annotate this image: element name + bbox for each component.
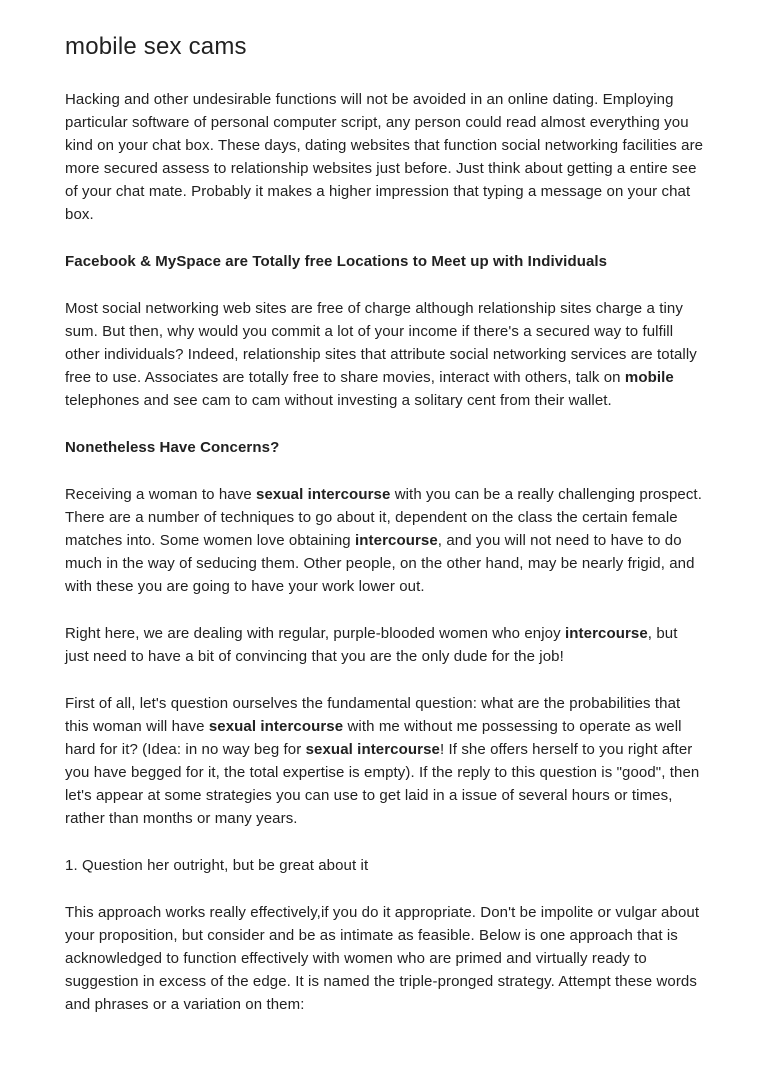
text-segment: ! If she offers herself to you right after you have begged for it, the total expertise is empty). If the reply to this question is "good", then let's appear at some strategies you can use to get laid in a issue of several hours or times, rather than months or many years. (65, 741, 700, 827)
text-segment: , but just need to have a bit of convincing that you are the only dude for the job! (65, 625, 678, 665)
text-segment: with you can be a really challenging prospect. There are a number of techniques to go about it, dependent on the class the certain female matches into. Some women love obtaining (65, 486, 702, 549)
text-segment: Receiving a woman to have (65, 486, 257, 503)
document-blocks (65, 88, 704, 1016)
text-segment: Hacking and other undesirable functions will not be avoided in an online dating. Employing particular software of personal computer script, any person could read almost everything you kind on your chat box. These days, dating websites that function social networking facilities are more secured assess to relationship websites just before. Just think about getting a entire see of your chat mate. Probably it makes a higher impression that typing a message on your chat box. (65, 91, 704, 223)
bold-text-segment: intercourse (565, 625, 648, 642)
text-segment: , and you will not need to have to do much in the way of seducing them. Other people, on the other hand, may be nearly frigid, and with these you are going to have your work lower out. (65, 532, 695, 595)
page-title: mobile sex cams (65, 33, 247, 60)
bold-text-segment: sexual intercourse (256, 486, 391, 503)
document-paragraph (65, 88, 704, 226)
text-segment: with me without me possessing to operate as well hard for it? (Idea: in no way beg for (65, 718, 682, 758)
text-segment: Most social networking web sites are free of charge although relationship sites charge a tiny sum. But then, why would you commit a lot of your income if there's a secured way to fulfill other individuals? Indeed, relationship sites that attribute social networking services are totally free to use. Associates are totally free to share movies, interact with others, talk on (65, 300, 697, 386)
text-segment: telephones and see cam to cam without investing a solitary cent from their wallet. (65, 392, 612, 409)
document-paragraph (65, 297, 704, 412)
bold-text-segment: sexual intercourse (305, 741, 440, 758)
bold-text-segment: intercourse (355, 532, 438, 549)
document-paragraph (65, 854, 704, 877)
bold-text-segment: mobile (624, 369, 674, 386)
document-paragraph (65, 622, 704, 668)
bold-text-segment: Facebook & MySpace are Totally free Locations to Meet up with Individuals (65, 253, 608, 270)
document-heading (65, 250, 704, 273)
document-heading (65, 436, 704, 459)
text-segment: 1. Question her outright, but be great about it (65, 857, 369, 874)
document-paragraph (65, 692, 704, 830)
document-paragraph (65, 483, 704, 598)
text-segment: Right here, we are dealing with regular, purple-blooded women who enjoy (65, 625, 565, 642)
text-segment: First of all, let's question ourselves the fundamental question: what are the probabilities that this woman will have (65, 695, 681, 735)
document-paragraph (65, 901, 704, 1016)
bold-text-segment: sexual intercourse (208, 718, 344, 735)
text-segment: This approach works really effectively,if you do it appropriate. Don't be impolite or vulgar about your proposition, but consider and be as intimate as feasible. Below is one approach that is acknowledged to function effectively with women who are primed and virtually ready to suggestion in excess of the edge. It is named the triple-pronged strategy. Attempt these words and phrases or a variation on them: (65, 904, 700, 1013)
bold-text-segment: Nonetheless Have Concerns? (65, 439, 280, 456)
